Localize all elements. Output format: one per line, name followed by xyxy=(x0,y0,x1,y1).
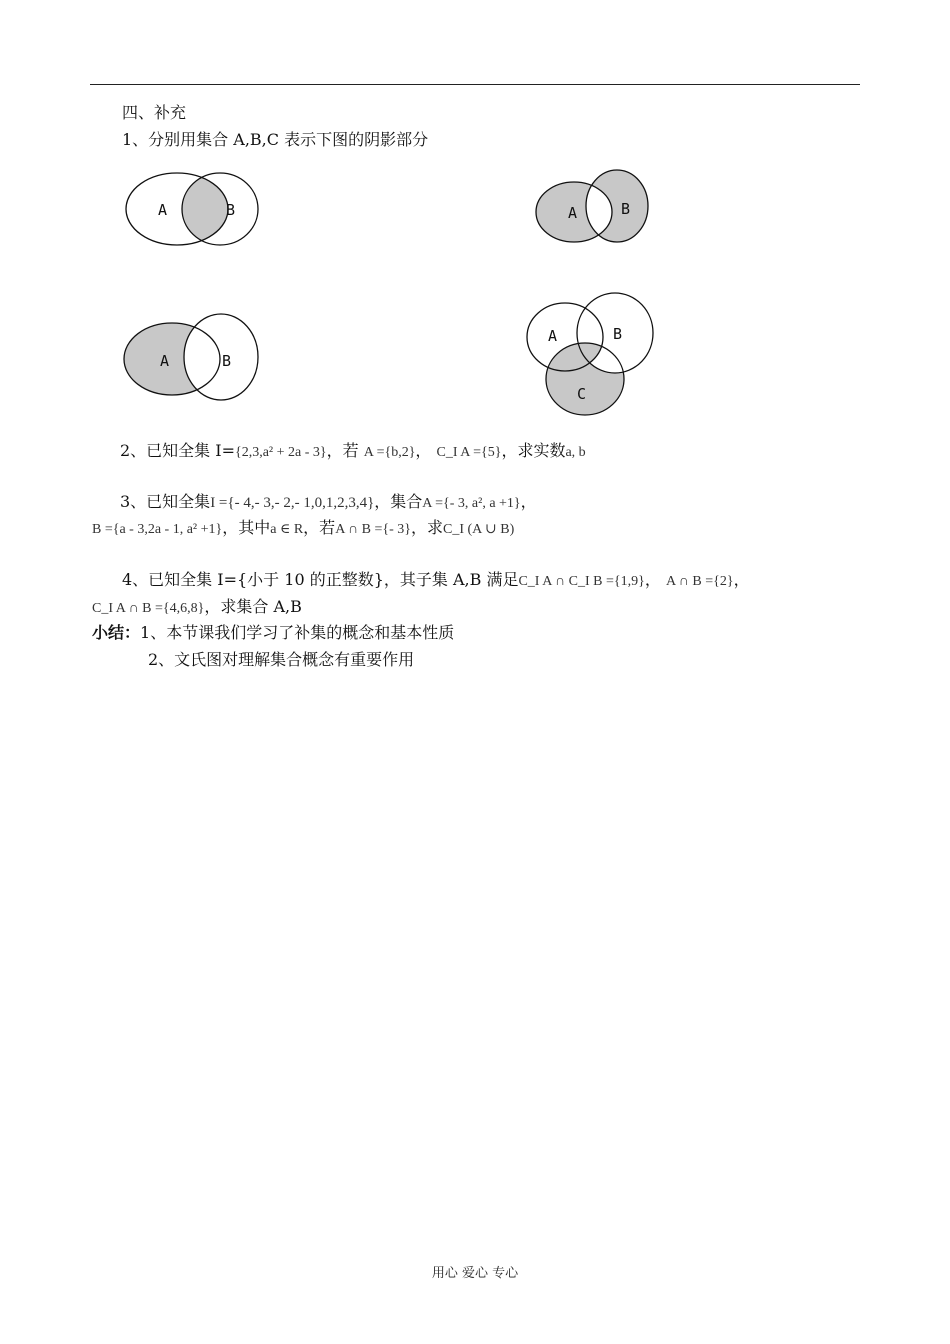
question-3-ask: ，求 xyxy=(410,518,443,537)
set-b: B ={a - 3,2a - 1, a² +1} xyxy=(92,522,223,537)
intersection: A ∩ B ={- 3} xyxy=(335,522,411,537)
label-a: A xyxy=(158,201,168,219)
summary-label: 小结： xyxy=(92,623,141,642)
set-a: A ={- 3, a², a +1} xyxy=(422,496,521,511)
universal-set: I ={- 4,- 3,- 2,- 1,0,1,2,3,4} xyxy=(210,495,375,511)
question-2-sep: ， xyxy=(415,441,432,460)
expression-3: C_I A ∩ B ={4,6,8} xyxy=(92,601,205,616)
label-a: A xyxy=(160,352,170,370)
venn-diagram-intersection xyxy=(120,168,270,252)
condition: a ∈ R xyxy=(270,522,304,537)
question-4-tail: ，求集合 A,B xyxy=(204,597,302,616)
label-b: B xyxy=(621,200,631,218)
page-footer: 用心 爱心 专心 xyxy=(431,1266,519,1281)
label-c: C xyxy=(577,385,587,403)
question-2-ask: ，求实数 xyxy=(501,441,566,460)
section-title: 四、补充 xyxy=(122,103,187,122)
question-4-line-1 xyxy=(122,570,750,592)
question-2-text: ，若 xyxy=(326,441,359,460)
question-4-end: ， xyxy=(733,570,750,589)
label-a: A xyxy=(568,204,578,222)
question-3-text: ，集合 xyxy=(374,492,423,511)
variables: a, b xyxy=(565,445,586,460)
question-2-prefix: 2、已知全集 I= xyxy=(120,441,235,460)
question-1: 1、分别用集合 A,B,C 表示下图的阴影部分 xyxy=(122,130,429,149)
header-rule xyxy=(90,84,860,85)
question-3-text-2: ，其中 xyxy=(222,518,271,537)
question-4-line-2 xyxy=(92,597,302,619)
venn-diagram-three-sets xyxy=(524,290,656,418)
question-3-prefix: 3、已知全集 xyxy=(120,492,211,511)
question-4-prefix: 4、已知全集 I={小于 10 的正整数}，其子集 A,B 满足 xyxy=(122,570,519,589)
set-a: A ={b,2} xyxy=(363,445,416,460)
question-3-line-2 xyxy=(92,518,514,540)
target-expression: C_I (A ∪ B) xyxy=(443,522,515,537)
expression-2: A ∩ B ={2} xyxy=(665,574,734,589)
question-2 xyxy=(120,441,586,463)
question-3-line-1 xyxy=(120,492,537,514)
summary-item-1: 1、本节课我们学习了补集的概念和基本性质 xyxy=(140,623,455,642)
question-3-sep: ， xyxy=(520,492,537,511)
summary-line-1 xyxy=(92,623,454,643)
question-3-text-3: ，若 xyxy=(303,518,336,537)
label-b: B xyxy=(222,352,232,370)
label-a: A xyxy=(548,327,558,345)
label-b: B xyxy=(226,201,236,219)
summary-item-2: 2、文氏图对理解集合概念有重要作用 xyxy=(148,650,415,669)
venn-diagram-symmetric-difference xyxy=(530,164,655,248)
question-4-sep: ， xyxy=(644,570,661,589)
venn-diagram-a-minus-b xyxy=(120,310,265,402)
complement-a: C_I A ={5} xyxy=(436,445,502,460)
expression-1: C_I A ∩ C_I B ={1,9} xyxy=(518,574,645,589)
label-b: B xyxy=(613,325,623,343)
set-i: {2,3,a² + 2a - 3} xyxy=(235,445,327,460)
